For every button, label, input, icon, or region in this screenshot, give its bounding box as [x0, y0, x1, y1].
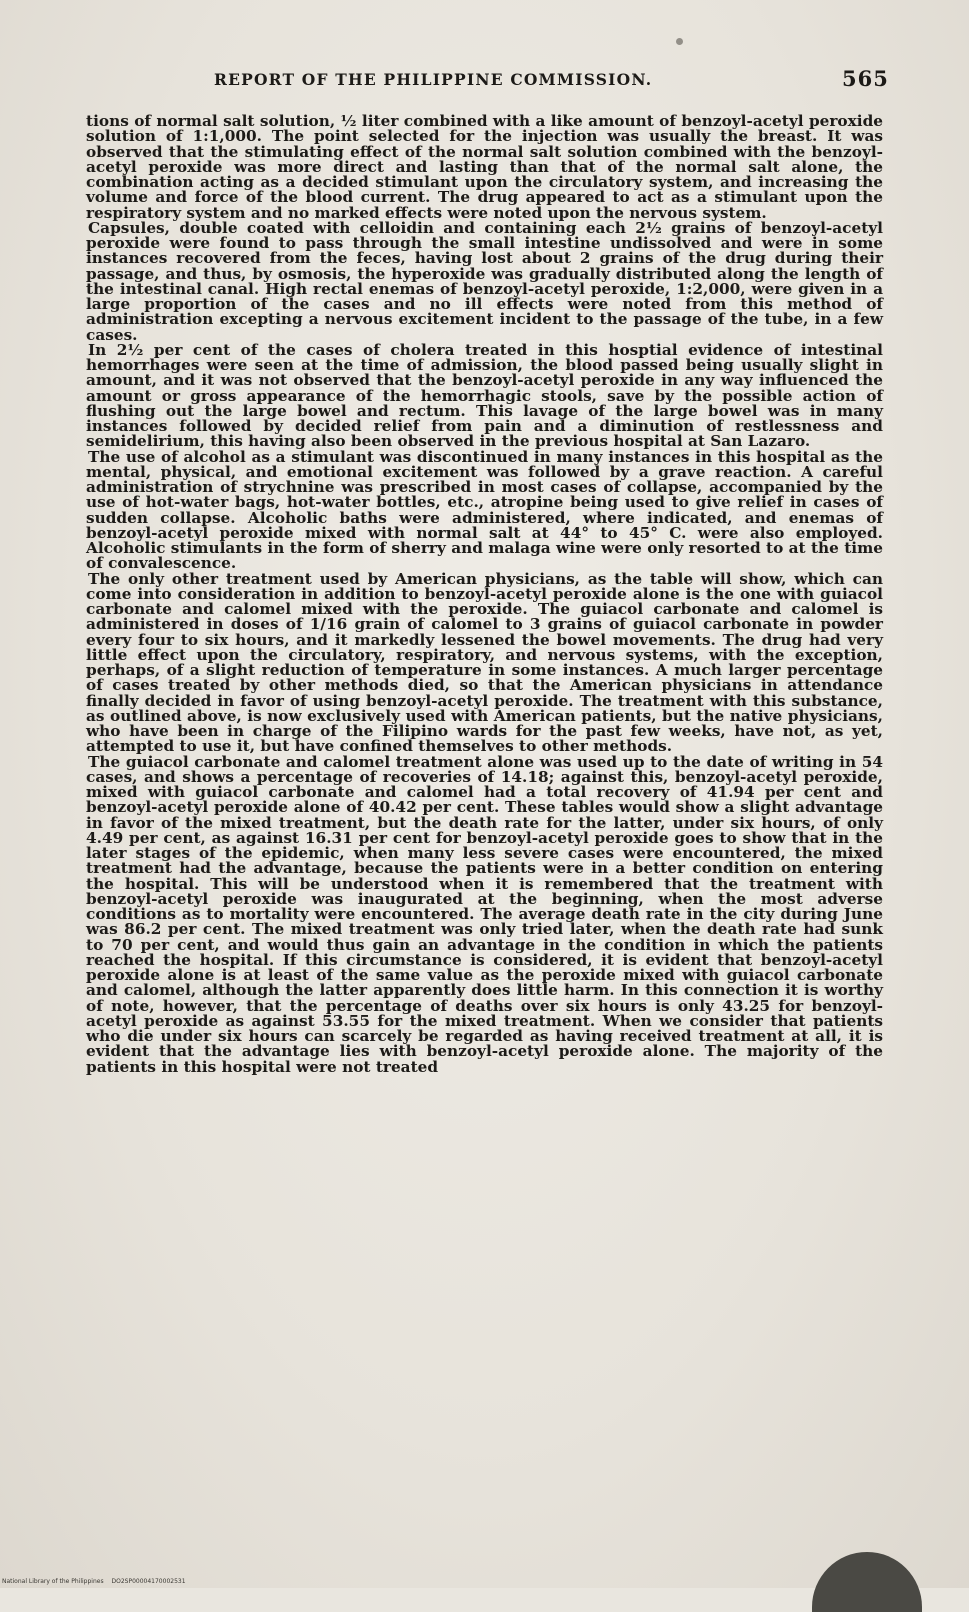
paragraph-1: tions of normal salt solution, ½ liter combined with a like amount of benzoyl-acetyl peroxide solution of 1:1,000. The point selected for the injection was usually the breast. It was observed that the stimulating effect of the normal salt solution combined with the benzoyl-acetyl peroxide was more direct and lasting than that of the normal salt alone, the combination acting as a decided stimulant upon the circulatory system, and increasing the volume and force of the blood current. The drug appeared to act as a stimulant upon the respiratory system and no marked effects were noted upon the nervous system. — [86, 112, 883, 222]
running-head: REPORT OF THE PHILIPPINE COMMISSION. — [214, 70, 653, 89]
scan-credit — [2, 1578, 192, 1585]
library-credit: National Library of the Philippines — [2, 1578, 104, 1585]
corner-scan-mark — [812, 1552, 922, 1612]
scan-id: DO2SP00004170002531 — [111, 1578, 186, 1585]
paragraph-6: The guiacol carbonate and calomel treatment alone was used up to the date of writing in 54 cases, and shows a percentage of recoveries of 14.18; against this, benzoyl-acetyl peroxide, mixed with guiacol carbonate and calomel had a total recovery of 41.94 per cent and benzoyl-acetyl peroxide alone of 40.42 per cent. These tables would show a slight advantage in favor of the mixed treatment, but the death rate for the latter, under six hours, of only 4.49 per cent, as against 16.31 per cent for benzoyl-acetyl peroxide goes to show that in the later stages of the epidemic, when many less severe cases were encountered, the mixed treatment had the advantage, because the patients were in a better condition on entering the hospital. This will be understood when it is remembered that the treatment with benzoyl-acetyl peroxide was inaugurated at the beginning, when the most adverse conditions as to mortality were encountered. The average death rate in the city during June was 86.2 per cent. The mixed treatment was only tried later, when the death rate had sunk to 70 per cent, and would thus gain an advantage in the condition in which the patients reached the hospital. If this circumstance is considered, it is evident that benzoyl-acetyl peroxide alone is at least of the same value as the peroxide mixed with guiacol carbonate and calomel, although the latter apparently does little harm. In this connection it is worthy of note, however, that the percentage of deaths over six hours is only 43.25 for benzoyl-acetyl peroxide as against 53.55 for the mixed treatment. When we consider that patients who die under six hours can scarcely be regarded as having received treatment at all, it is evident that the advantage lies with benzoyl-acetyl peroxide alone. The majority of the patients in this hospital were not treated — [86, 752, 883, 1076]
paragraph-5: The only other treatment used by American physicians, as the table will show, which can come into consideration in addition to benzoyl-acetyl peroxide alone is the one with guiacol carbonate and calomel mixed with the peroxide. The guiacol carbonate and calomel is administered in doses of 1/16 grain of calomel to 3 grains of guiacol carbonate in powder every four to six hours, and it markedly lessened the bowel movements. The drug had very little effect upon the circulatory, respiratory, and nervous systems, with the exception, perhaps, of a slight reduction of temperature in some instances. A much larger percentage of cases treated by other methods died, so that the American physicians in attendance finally decided in favor of using benzoyl-acetyl peroxide. The treatment with this substance, as outlined above, is now exclusively used with American patients, but the native physicians, who have been in charge of the Filipino wards for the past few weeks, have not, as yet, attempted to use it, but have confined themselves to other methods. — [86, 569, 883, 756]
body-text — [86, 114, 883, 1075]
paragraph-3: In 2½ per cent of the cases of cholera treated in this hosptial evidence of intestinal hemorrhages were seen at the time of admission, the blood passed being usually slight in amount, and it was not observed that the benzoyl-acetyl peroxide in any way influenced the amount or gross appearance of the hemorrhagic stools, save by the possible action of flushing out the large bowel and rectum. This lavage of the large bowel was in many instances followed by decided relief from pain and a diminution of restlessness and semidelirium, this having also been observed in the previous hospital at San Lazaro. — [86, 340, 883, 451]
page-number: 565 — [842, 66, 889, 91]
paragraph-2: Capsules, double coated with celloidin and containing each 2½ grains of benzoyl-acetyl peroxide were found to pass through the small intestine undissolved and were in some instances recovered from the feces, having lost about 2 grains of the drug during their passage, and thus, by osmosis, the hyperoxide was gradually distributed along the length of the intestinal canal. High rectal enemas of benzoyl-acetyl peroxide, 1:2,000, were given in a large proportion of the cases and no ill effects were noted from this method of administration excepting a nervous excitement incident to the passage of the tube, in a few cases. — [86, 218, 883, 344]
ink-speck — [676, 38, 683, 45]
paragraph-4: The use of alcohol as a stimulant was discontinued in many instances in this hospital as the mental, physical, and emotional excitement was followed by a grave reaction. A careful administration of strychnine was prescribed in most cases of collapse, accompanied by the use of hot-water bags, hot-water bottles, etc., atropine being used to give relief in cases of sudden collapse. Alcoholic baths were administered, where indicated, and enemas of benzoyl-acetyl peroxide mixed with normal salt at 44° to 45° C. were also employed. Alcoholic stimulants in the form of sherry and malaga wine were only resorted to at the time of convalescence. — [86, 447, 883, 573]
